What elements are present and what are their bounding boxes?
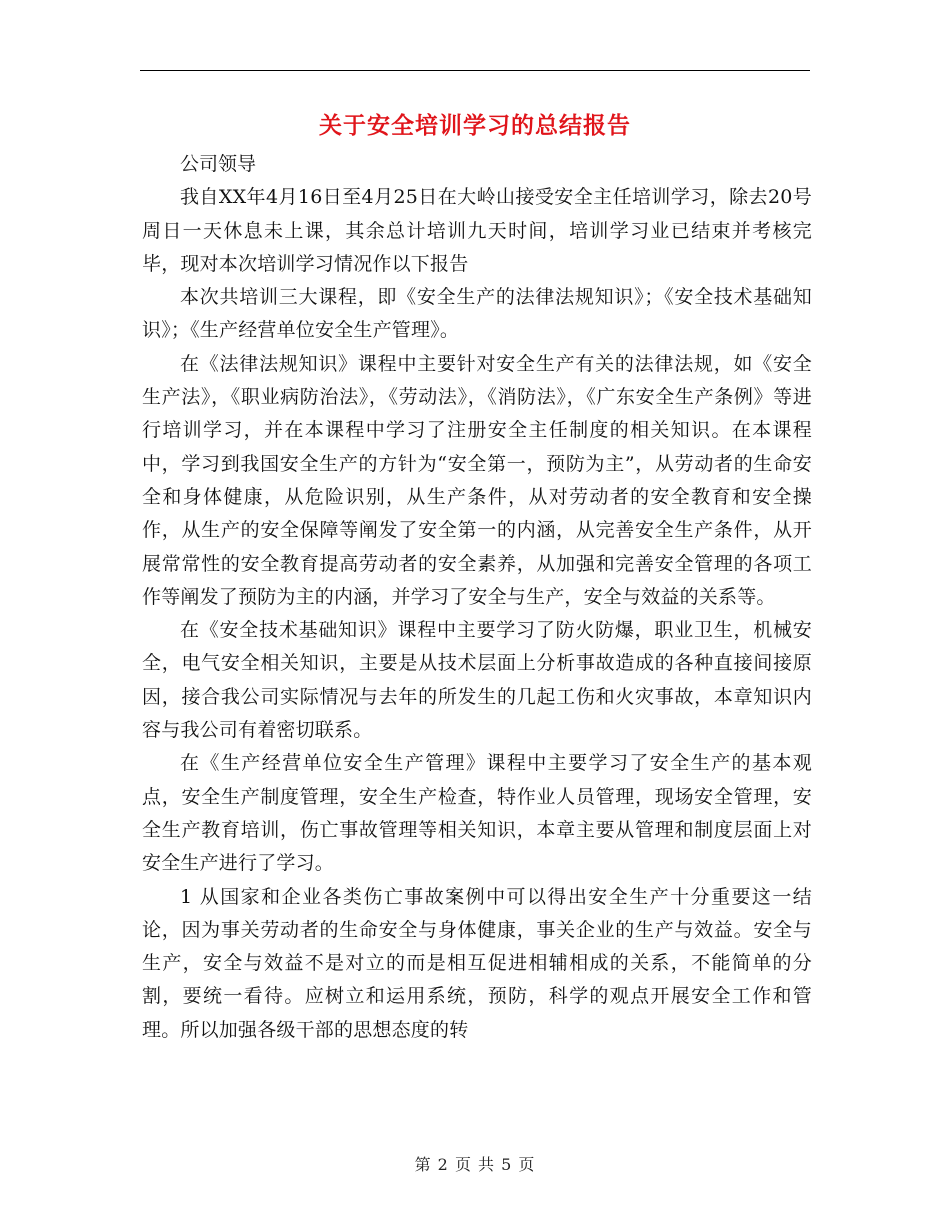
paragraph-intro: 我自XX年4月16日至4月25日在大岭山接受安全主任培训学习，除去20号周日一天休息未上课，其余总计培训九天时间，培训学习业已结束并考核完毕，现对本次培训学习情况作以下报告 <box>142 186 812 275</box>
page-number: 第 2 页 共 5 页 <box>414 1155 536 1174</box>
paragraph-tech-course: 在《安全技术基础知识》课程中主要学习了防火防爆，职业卫生，机械安全，电气安全相关知识，主要是从技术层面上分析事故造成的各种直接间接原因，接合我公司实际情况与去年的所发生的几起工伤和火灾事故，本章知识内容与我公司有着密切联系。 <box>142 619 812 742</box>
document-title: 关于安全培训学习的总结报告 <box>319 112 631 139</box>
paragraph-law-course: 在《法律法规知识》课程中主要针对安全生产有关的法律法规，如《安全生产法》，《职业病防治法》，《劳动法》，《消防法》，《广东安全生产条例》等进行培训学习，并在本课程中学习了注册安全主任制度的相关知识。在本课程中，学习到我国安全生产的方针为“安全第一，预防为主”，从劳动者的生命安全和身体健康，从危险识别，从生产条件，从对劳动者的安全教育和安全操作，从生产的安全保障等阐发了安全第一的内涵，从完善安全生产条件，从开展常常性的安全教育提高劳动者的安全素养，从加强和完善安全管理的各项工作等阐发了预防为主的内涵，并学习了安全与生产，安全与效益的关系等。 <box>142 352 812 608</box>
paragraph-management-course: 在《生产经营单位安全生产管理》课程中主要学习了安全生产的基本观点，安全生产制度管理，安全生产检查，特作业人员管理，现场安全管理，安全生产教育培训，伤亡事故管理等相关知识，本章主要从管理和制度层面上对安全生产进行了学习。 <box>142 752 812 875</box>
header-rule <box>140 70 810 71</box>
paragraph-courses: 本次共培训三大课程，即《安全生产的法律法规知识》；《安全技术基础知识》；《生产经营单位安全生产管理》。 <box>142 286 812 342</box>
paragraph-point-1: 1 从国家和企业各类伤亡事故案例中可以得出安全生产十分重要这一结论，因为事关劳动者的生命安全与身体健康，事关企业的生产与效益。安全与生产，安全与效益不是对立的而是相互促进相辅相成的关系，不能简单的分割，要统一看待。应树立和运用系统，预防，科学的观点开展安全工作和管理。所以加强各级干部的思想态度的转 <box>142 885 812 1041</box>
salutation: 公司领导 <box>180 153 257 175</box>
document-body <box>142 148 812 1047</box>
